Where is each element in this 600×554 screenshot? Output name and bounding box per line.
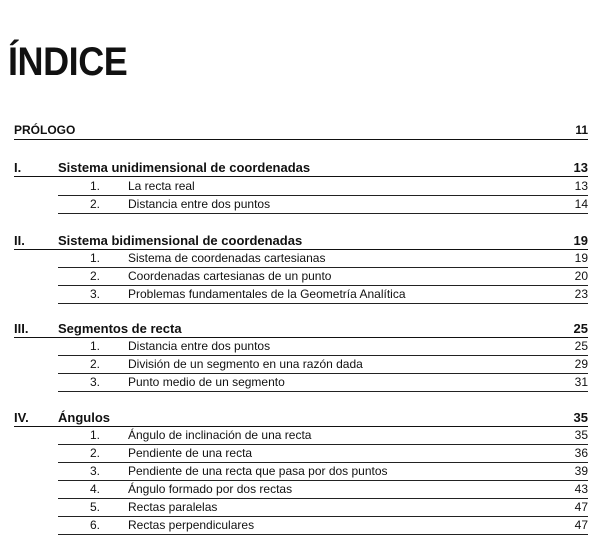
toc-chapter[interactable] xyxy=(14,320,588,338)
item-page: 36 xyxy=(574,446,588,460)
item-number: 2. xyxy=(89,446,100,460)
toc-item[interactable] xyxy=(58,499,588,517)
item-number: 3. xyxy=(89,287,100,301)
item-number: 6. xyxy=(89,518,100,532)
chapter-number: II. xyxy=(14,233,25,248)
chapter-title: Ángulos xyxy=(58,410,110,425)
chapter-title: Segmentos de recta xyxy=(58,321,182,336)
item-page: 31 xyxy=(574,375,588,389)
item-page: 47 xyxy=(574,500,588,514)
chapter-page: 19 xyxy=(573,233,588,248)
item-title: Pendiente de una recta que pasa por dos puntos xyxy=(128,464,388,478)
item-page: 29 xyxy=(574,357,588,371)
item-number: 5. xyxy=(89,500,100,514)
page-title: ÍNDICE xyxy=(8,40,128,84)
chapter-title: Sistema bidimensional de coordenadas xyxy=(58,233,303,248)
item-page: 23 xyxy=(574,287,588,301)
item-title: La recta real xyxy=(128,179,195,193)
toc-item[interactable] xyxy=(58,286,588,304)
item-number: 1. xyxy=(89,428,100,442)
item-page: 39 xyxy=(574,464,588,478)
item-number: 3. xyxy=(89,464,100,478)
item-number: 2. xyxy=(89,357,100,371)
toc-item[interactable] xyxy=(58,196,588,214)
item-title: Rectas paralelas xyxy=(128,500,218,514)
item-number: 1. xyxy=(89,179,100,193)
chapter-page: 13 xyxy=(573,160,588,175)
chapter-page: 35 xyxy=(573,410,588,425)
item-page: 25 xyxy=(574,339,588,353)
toc-entry-page: 11 xyxy=(575,123,588,137)
toc-entry-label: PRÓLOGO xyxy=(14,123,76,137)
item-number: 1. xyxy=(89,251,100,265)
item-title: Problemas fundamentales de la Geometría Analítica xyxy=(128,287,406,301)
toc-item[interactable] xyxy=(58,463,588,481)
toc-chapter[interactable] xyxy=(14,409,588,427)
item-page: 13 xyxy=(574,179,588,193)
item-title: Ángulo formado por dos rectas xyxy=(128,482,293,496)
chapter-number: I. xyxy=(14,160,22,175)
toc-chapter[interactable] xyxy=(14,232,588,250)
toc-entry-prologue[interactable] xyxy=(14,122,588,140)
item-title: Distancia entre dos puntos xyxy=(128,339,271,353)
item-number: 2. xyxy=(89,269,100,283)
item-page: 14 xyxy=(574,197,588,211)
chapter-page: 25 xyxy=(573,321,588,336)
toc-item[interactable] xyxy=(58,445,588,463)
item-title: Rectas perpendiculares xyxy=(128,518,255,532)
item-title: Punto medio de un segmento xyxy=(128,375,285,389)
item-page: 35 xyxy=(574,428,588,442)
item-page: 19 xyxy=(574,251,588,265)
item-title: Sistema de coordenadas cartesianas xyxy=(128,251,326,265)
toc-item[interactable] xyxy=(58,178,588,196)
item-number: 3. xyxy=(89,375,100,389)
item-page: 20 xyxy=(574,269,588,283)
toc-item[interactable] xyxy=(58,356,588,374)
toc-item[interactable] xyxy=(58,481,588,499)
toc-item[interactable] xyxy=(58,338,588,356)
toc-item[interactable] xyxy=(58,517,588,535)
toc-item[interactable] xyxy=(58,268,588,286)
item-number: 4. xyxy=(89,482,100,496)
item-title: Distancia entre dos puntos xyxy=(128,197,271,211)
item-page: 47 xyxy=(574,518,588,532)
chapter-number: IV. xyxy=(14,410,29,425)
toc-chapter[interactable] xyxy=(14,159,588,177)
item-page: 43 xyxy=(574,482,588,496)
item-title: Coordenadas cartesianas de un punto xyxy=(128,269,332,283)
item-title: Ángulo de inclinación de una recta xyxy=(128,428,312,442)
chapter-number: III. xyxy=(14,321,29,336)
item-title: Pendiente de una recta xyxy=(128,446,253,460)
item-number: 2. xyxy=(89,197,100,211)
toc-item[interactable] xyxy=(58,374,588,392)
toc-item[interactable] xyxy=(58,250,588,268)
item-title: División de un segmento en una razón dada xyxy=(128,357,363,371)
chapter-title: Sistema unidimensional de coordenadas xyxy=(58,160,311,175)
item-number: 1. xyxy=(89,339,100,353)
toc-item[interactable] xyxy=(58,427,588,445)
